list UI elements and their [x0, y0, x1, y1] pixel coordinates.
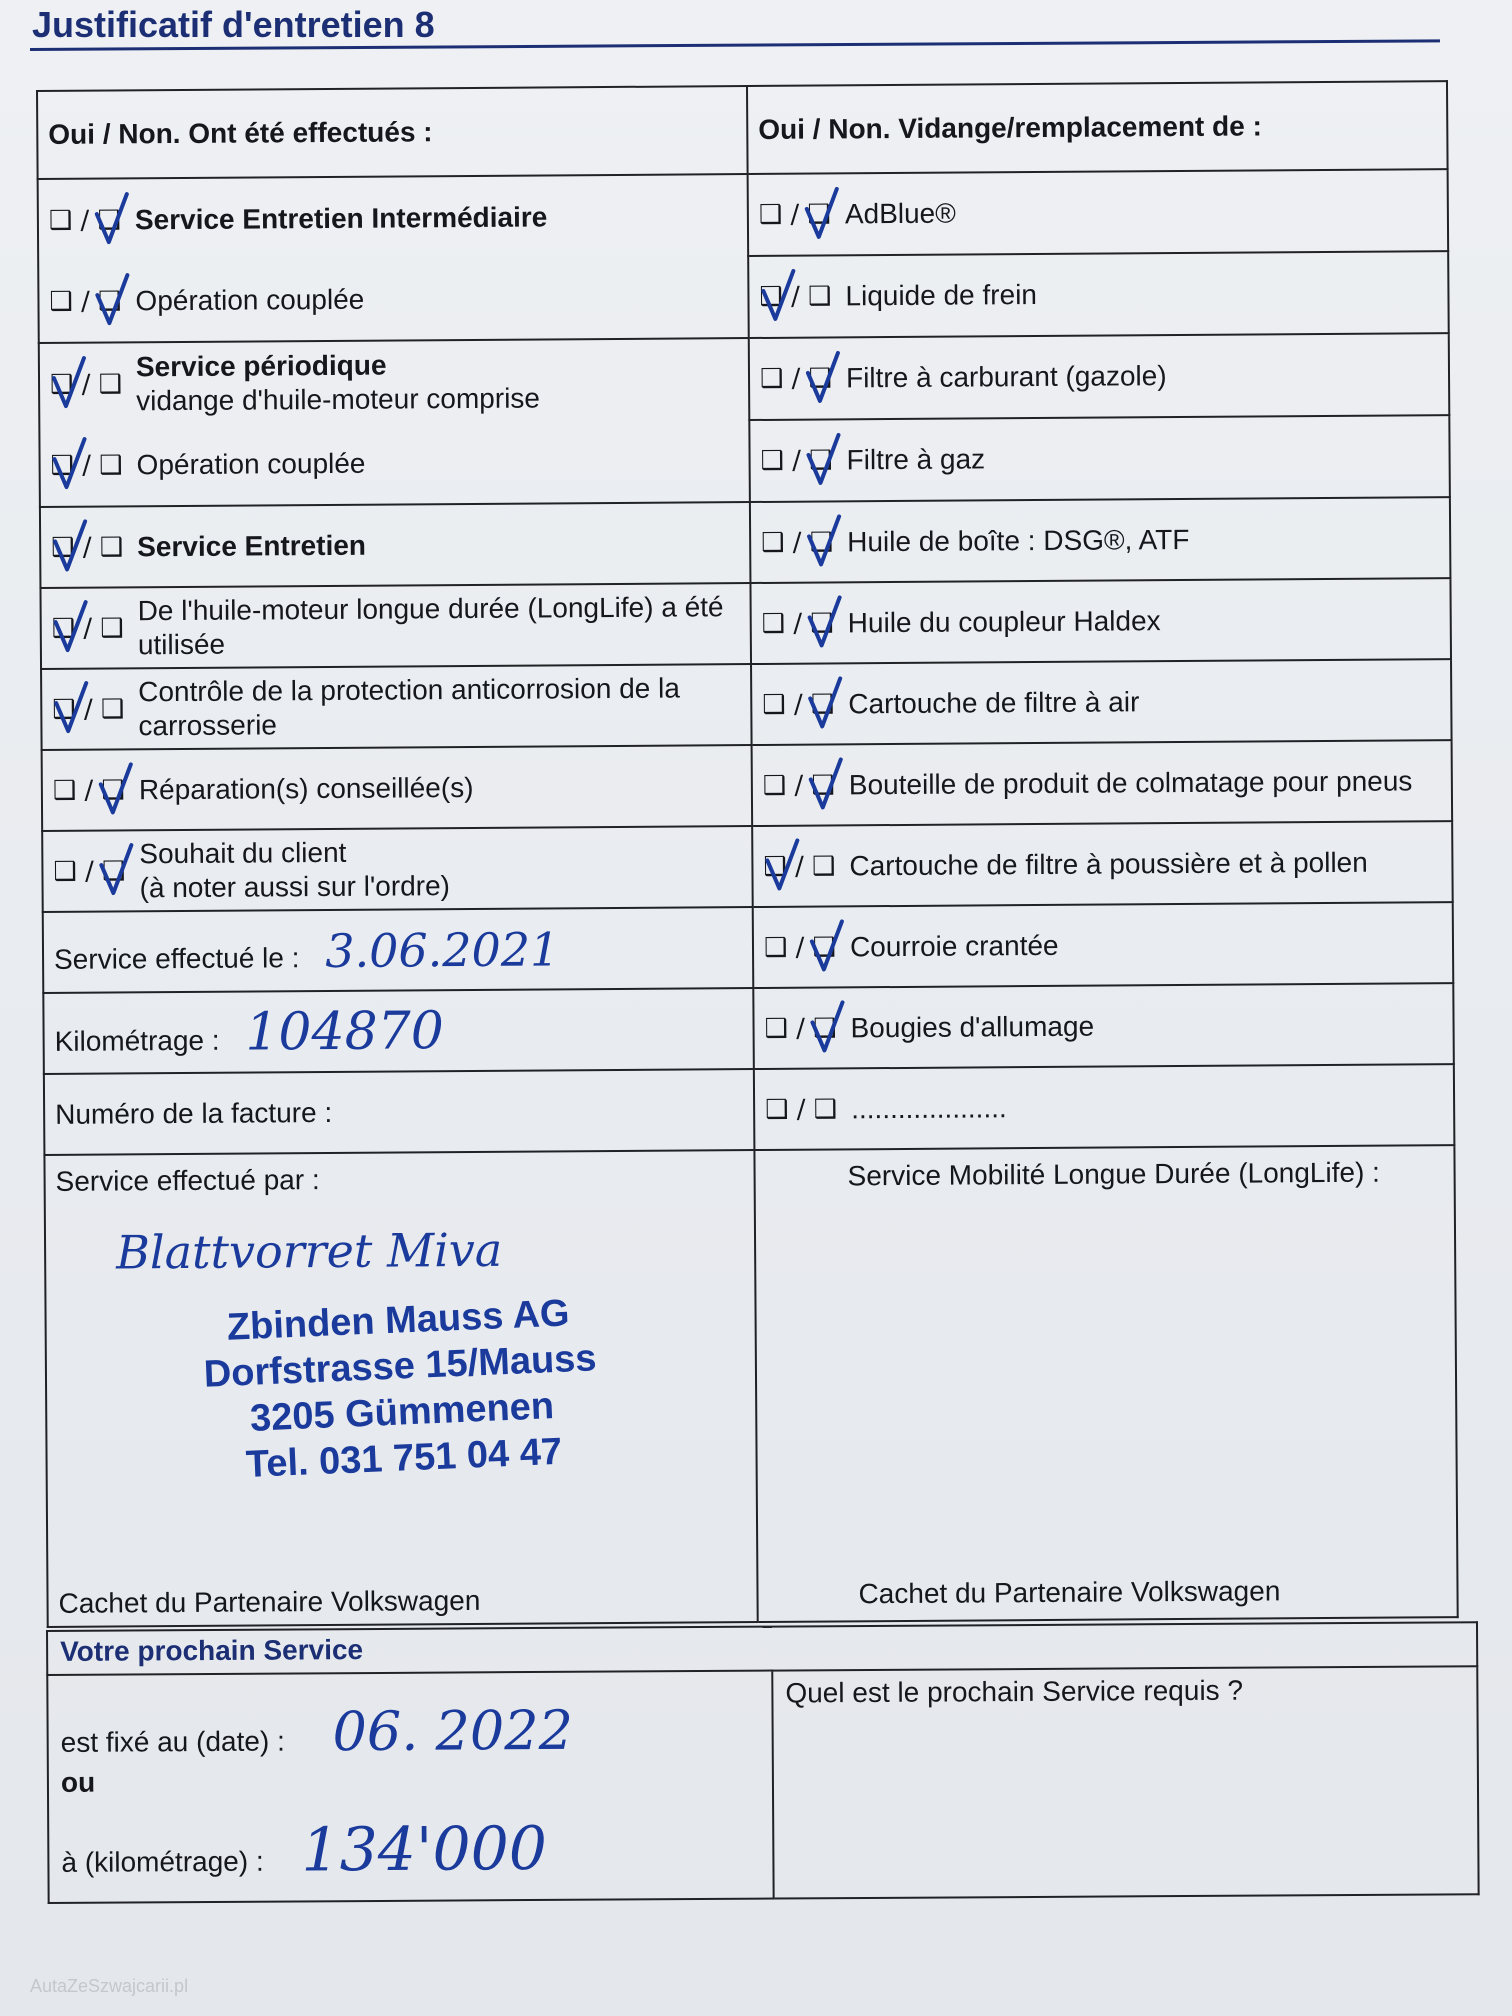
left-cell-group-2	[39, 338, 750, 507]
item-label: Liquide de frein	[845, 279, 1038, 312]
performed-by-label: Service effectué par :	[55, 1164, 320, 1197]
longlife-label: Service Mobilité Longue Durée (LongLife) :	[847, 1156, 1381, 1192]
partner-stamp-caption: Cachet du Partenaire Volkswagen	[58, 1584, 481, 1619]
item-label: Cartouche de filtre à poussière et à pollen	[849, 846, 1368, 882]
partner-stamp-caption: Cachet du Partenaire Volkswagen	[858, 1575, 1281, 1610]
yes-no-checkbox[interactable]: ❑ / ❑	[762, 689, 835, 720]
invoice-number-label: Numéro de la facture :	[55, 1096, 333, 1130]
stamp-line: Dorfstrasse 15/Mauss	[202, 1337, 598, 1396]
maintenance-table	[36, 80, 1459, 1628]
item-label: Réparation(s) conseillée(s)	[138, 771, 474, 806]
list-item[interactable]	[50, 425, 738, 502]
right-column-header: Oui / Non. Vidange/remplacement de :	[747, 81, 1448, 174]
item-sublabel: (à noter aussi sur l'ordre)	[139, 869, 451, 903]
dealer-stamp	[54, 1283, 749, 1496]
page-title: Justificatif d'entretien 8	[32, 4, 435, 45]
item-label: AdBlue®	[844, 197, 956, 230]
list-item[interactable]	[753, 983, 1454, 1069]
item-label: De l'huile-moteur longue durée (LongLife) a été utilisée	[137, 590, 724, 660]
yes-no-checkbox[interactable]: ❑ / ❑	[759, 281, 832, 313]
service-date-field[interactable]	[43, 907, 754, 993]
item-label: Souhait du client	[139, 836, 347, 869]
list-item[interactable]	[49, 261, 737, 338]
blank-item-line: ....................	[851, 1092, 1007, 1125]
yes-no-checkbox[interactable]: ❑ / ❑	[761, 527, 834, 558]
list-item[interactable]	[748, 169, 1449, 256]
next-date-label: est fixé au (date) :	[60, 1725, 285, 1758]
yes-no-checkbox[interactable]: ❑ / ❑	[759, 363, 833, 395]
list-item[interactable]	[50, 344, 738, 421]
list-item[interactable]	[49, 180, 737, 257]
item-label: Service Entretien Intermédiaire	[134, 200, 548, 235]
yes-no-checkbox[interactable]: ❑ / ❑	[49, 368, 123, 400]
next-service-question: Quel est le prochain Service requis ?	[785, 1674, 1244, 1709]
yes-no-checkbox[interactable]: ❑ / ❑	[52, 775, 125, 806]
list-item[interactable]	[752, 740, 1453, 826]
item-label: Cartouche de filtre à air	[848, 686, 1140, 720]
next-service-table	[46, 1621, 1480, 1904]
yes-no-checkbox[interactable]: ❑ / ❑	[52, 693, 125, 725]
mileage-value: 104870	[245, 1000, 445, 1063]
item-label: Bouteille de produit de colmatage pour pneus	[848, 765, 1413, 801]
yes-no-checkbox[interactable]: ❑ / ❑	[760, 445, 833, 477]
item-label: Contrôle de la protection anticorrosion de la carrosserie	[138, 672, 680, 741]
yes-no-checkbox[interactable]: ❑ / ❑	[761, 608, 834, 639]
next-service-fields	[47, 1671, 773, 1903]
list-item[interactable]	[754, 1064, 1455, 1150]
yes-no-checkbox[interactable]: ❑ / ❑	[49, 285, 122, 317]
yes-no-checkbox[interactable]: ❑ / ❑	[51, 532, 124, 563]
performed-by-cell	[44, 1150, 757, 1627]
item-label: Opération couplée	[136, 447, 366, 480]
list-item[interactable]	[42, 826, 753, 912]
list-item[interactable]	[750, 578, 1451, 664]
yes-no-checkbox[interactable]: ❑ / ❑	[764, 1013, 837, 1044]
next-km-label: à (kilométrage) :	[61, 1845, 264, 1878]
list-item[interactable]	[40, 583, 751, 669]
yes-no-checkbox[interactable]: ❑ / ❑	[53, 855, 126, 887]
yes-no-checkbox[interactable]: ❑ / ❑	[50, 449, 123, 481]
stamp-line: 3205 Gümmenen	[249, 1385, 555, 1440]
invoice-number-field[interactable]	[44, 1069, 755, 1155]
item-label: Opération couplée	[135, 283, 365, 316]
next-service-question-cell	[772, 1666, 1478, 1898]
or-label: ou	[60, 1766, 96, 1798]
item-label: Service Entretien	[137, 529, 367, 563]
service-date-label: Service effectué le :	[53, 941, 300, 975]
service-date-value: 3.06.2021	[325, 921, 560, 978]
next-date-value: 06. 2022	[332, 1698, 574, 1764]
list-item[interactable]	[751, 659, 1452, 745]
list-item[interactable]	[42, 745, 753, 831]
list-item[interactable]	[749, 333, 1450, 420]
list-item[interactable]	[748, 251, 1449, 338]
item-sublabel: vidange d'huile-moteur comprise	[136, 381, 541, 416]
item-label: Service périodique	[135, 349, 387, 382]
item-label: Filtre à gaz	[846, 443, 986, 476]
next-service-heading: Votre prochain Service	[47, 1622, 1477, 1675]
yes-no-checkbox[interactable]: ❑ / ❑	[758, 199, 831, 231]
yes-no-checkbox[interactable]: ❑ / ❑	[762, 770, 835, 801]
item-label: Courroie crantée	[849, 929, 1059, 963]
list-item[interactable]	[753, 902, 1454, 988]
yes-no-checkbox[interactable]: ❑ / ❑	[765, 1094, 838, 1125]
yes-no-checkbox[interactable]: ❑ / ❑	[763, 932, 837, 963]
list-item[interactable]	[41, 664, 752, 750]
item-label: Huile de boîte : DSG®, ATF	[847, 523, 1190, 558]
yes-no-checkbox[interactable]: ❑ / ❑	[51, 612, 124, 644]
item-label: Huile du coupleur Haldex	[847, 604, 1161, 639]
list-item[interactable]	[749, 415, 1450, 502]
next-service-section	[46, 1621, 1478, 1900]
performer-signature: Blattvorret Miva	[115, 1222, 503, 1280]
list-item[interactable]	[752, 821, 1453, 907]
item-label: Bougies d'allumage	[850, 1010, 1095, 1044]
mileage-field[interactable]	[43, 988, 754, 1074]
list-item[interactable]	[750, 497, 1451, 583]
next-km-value: 134'000	[301, 1813, 548, 1886]
yes-no-checkbox[interactable]: ❑ / ❑	[48, 204, 121, 236]
left-cell-group-1	[38, 174, 749, 343]
maintenance-form	[36, 80, 1456, 1619]
mileage-label: Kilométrage :	[54, 1024, 220, 1057]
left-column-header: Oui / Non. Ont été effectués :	[37, 86, 748, 179]
stamp-line: Tel. 031 751 04 47	[245, 1430, 563, 1487]
longlife-cell	[754, 1145, 1457, 1622]
stamp-line: Zbinden Mauss AG	[226, 1292, 571, 1349]
list-item[interactable]	[40, 502, 751, 588]
yes-no-checkbox[interactable]: ❑ / ❑	[763, 851, 836, 882]
item-label: Filtre à carburant (gazole)	[845, 360, 1167, 394]
watermark-text: AutaZeSzwajcarii.pl	[30, 1976, 189, 1996]
